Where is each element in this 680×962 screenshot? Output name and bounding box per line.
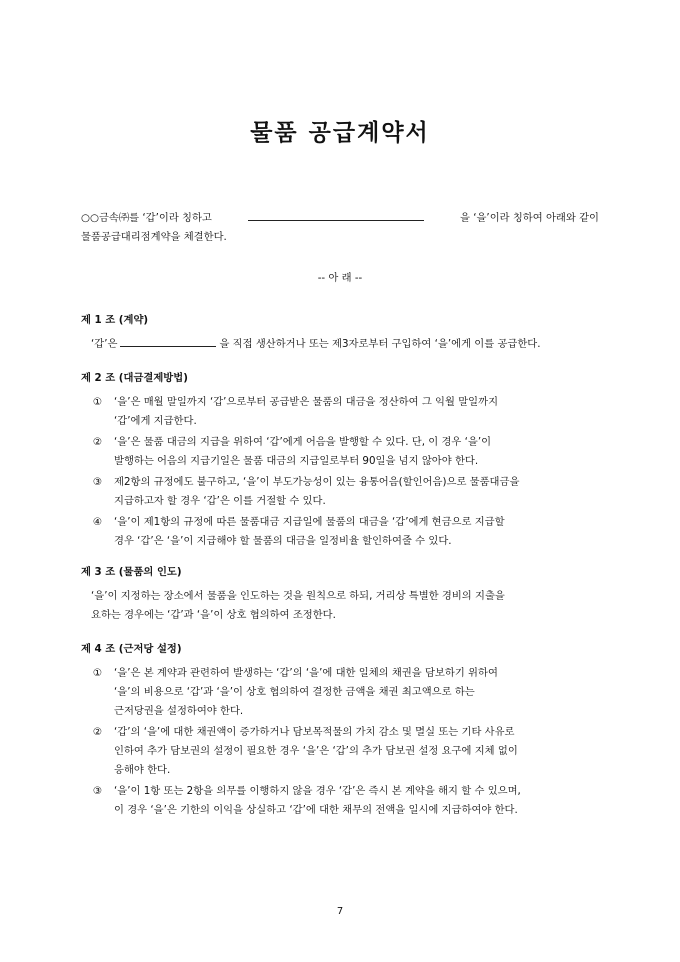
remark-heading: -- 아 래 --: [317, 272, 363, 284]
list-item: [81, 433, 601, 471]
item-line: ‘을’이 제1항의 규정에 따른 물품대금 지급일에 물품의 대금을 ‘갑’에게 현금으로 지급할: [114, 516, 505, 528]
product-name-blank: [120, 335, 216, 347]
item-line: ‘을’이 1항 또는 2항을 의무를 이행하지 않을 경우 ‘갑’은 즉시 본 계약을 해지 할 수 있으며,: [114, 785, 521, 797]
item-number: ④: [92, 516, 103, 528]
item-number: ①: [92, 396, 103, 408]
item-line: ‘갑’에게 지급한다.: [114, 415, 197, 427]
item-number: ②: [92, 436, 103, 448]
article-4: [81, 640, 601, 822]
intro-line-2: 물품공급대리점계약을 체결한다.: [81, 231, 227, 243]
article-heading: 제 1 조 (계약): [81, 314, 149, 326]
article-2: [81, 369, 601, 553]
item-text: [114, 782, 601, 820]
item-line: ‘을’의 비용으로 ‘갑’과 ‘을’이 상호 협의하여 결정한 금액을 채권 최고액으로 하는: [114, 686, 475, 698]
article-heading: 제 4 조 (근저당 설정): [81, 643, 182, 655]
item-line: 발행하는 어음의 지급기일은 물품 대금의 지급일로부터 90일을 넘지 않아야 한다.: [114, 455, 479, 467]
item-text: [114, 393, 601, 431]
item-line: ‘을’은 본 계약과 관련하여 발생하는 ‘갑’의 ‘을’에 대한 일체의 채권을 담보하기 위하여: [114, 667, 498, 679]
intro-suffix: 을 ‘을’이라 칭하여 아래와 같이: [459, 212, 599, 224]
item-number: ③: [92, 476, 103, 488]
list-item: [81, 664, 601, 721]
list-item: [81, 513, 601, 551]
item-line: ‘갑’의 ‘을’에 대한 채권액이 증가하거나 담보목적물의 가치 감소 및 멸실 또는 기타 사유로: [114, 726, 515, 738]
item-line: 경우 ‘갑’은 ‘을’이 지급해야 할 물품의 대금을 일정비율 할인하여줄 수 있다.: [114, 535, 452, 547]
item-line: 이 경우 ‘을’은 기한의 이익을 상실하고 ‘갑’에 대한 채무의 전액을 일시에 지급하여야 한다.: [114, 804, 518, 816]
item-number: ③: [92, 785, 103, 797]
item-line: 제2항의 규정에도 불구하고, ‘을’이 부도가능성이 있는 융통어음(할인어음)으로 물품대금을: [114, 476, 520, 488]
article-1-text-part2: 을 직접 생산하거나 또는 제3자로부터 구입하여 ‘을’에게 이를 공급한다.: [219, 338, 541, 350]
item-text: [114, 723, 601, 780]
paragraph-line: ‘을’이 지정하는 장소에서 물품을 인도하는 것을 원칙으로 하되, 거리상 특별한 경비의 지출을: [91, 590, 505, 602]
party-name-blank: [248, 209, 424, 221]
intro-paragraph: [81, 209, 599, 247]
item-text: [114, 513, 601, 551]
item-line: ‘을’은 물품 대금의 지급을 위하여 ‘갑’에게 어음을 발행할 수 있다. 단, 이 경우 ‘을’이: [114, 436, 492, 448]
item-line: 인하여 추가 담보권의 설정이 필요한 경우 ‘을’은 ‘갑’의 추가 담보권 설정 요구에 지체 없이: [114, 745, 518, 757]
item-line: 지급하고자 할 경우 ‘갑’은 이를 거절할 수 있다.: [114, 495, 326, 507]
item-text: [114, 473, 601, 511]
intro-prefix: ○○금속㈜를 ‘갑’이라 칭하고: [81, 212, 212, 224]
item-line: ‘을’은 매월 말일까지 ‘갑’으로부터 공급받은 물품의 대금을 정산하여 그 익월 말일까지: [114, 396, 499, 408]
item-number: ②: [92, 726, 103, 738]
page-number: 7: [336, 906, 344, 917]
article-heading: 제 3 조 (물품의 인도): [81, 566, 182, 578]
item-text: [114, 433, 601, 471]
list-item: [81, 393, 601, 431]
paragraph-line: 요하는 경우에는 ‘갑’과 ‘을’이 상호 협의하여 조정한다.: [91, 609, 336, 621]
item-line: 응해야 한다.: [114, 764, 171, 776]
list-item: [81, 723, 601, 780]
article-1: [81, 311, 601, 354]
item-text: [114, 664, 601, 721]
document-title: 물품 공급계약서: [250, 120, 430, 146]
article-1-text-part1: ‘갑’은: [91, 338, 118, 350]
intro-line-1: [81, 209, 599, 228]
list-item: [81, 782, 601, 820]
article-heading: 제 2 조 (대금결제방법): [81, 372, 188, 384]
item-line: 근저당권을 설정하여야 한다.: [114, 705, 244, 717]
article-3: [81, 563, 601, 625]
article-3-text: [81, 587, 601, 625]
article-1-text: [81, 335, 601, 354]
list-item: [81, 473, 601, 511]
item-number: ①: [92, 667, 103, 679]
